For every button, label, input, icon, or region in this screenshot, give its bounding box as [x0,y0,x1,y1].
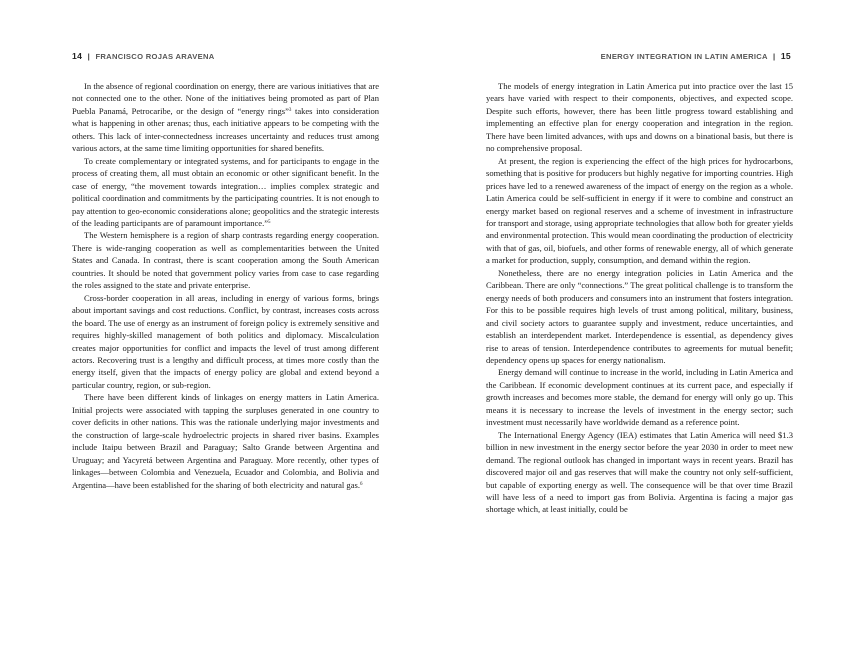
left-page-header [72,51,215,61]
header-separator: | [87,52,91,61]
page-number: 15 [780,51,791,61]
running-head-title: ENERGY INTEGRATION IN LATIN AMERICA [600,52,768,61]
paragraph: Cross-border cooperation in all areas, including in energy of various forms, brings about important savings and cost reductions. Conflict, by contrast, increases costs across the board. The use of energy as an instrument of foreign policy is extremely sensitive and requires highly-skilled management of both politics and diplomacy. Miscalculation creates major opportunities for conflict and impacts the level of trust among different actors. Recovering trust is a lengthy and difficult process, at times more costly than the energy itself, given that the impacts of energy policy are global and extend beyond a particular country, region, or sub-region. [72,292,379,390]
right-page [432,0,864,648]
running-head-author: FRANCISCO ROJAS ARAVENA [95,52,215,61]
paragraph: At present, the region is experiencing the effect of the high prices for hydrocarbons, something that is positive for producers but highly negative for importing countries. High prices have led to a renewed awareness of the impact of energy on the region as a whole. Latin America could be self-sufficient in energy if it were to combine and construct an energy market based on regional reserves and a scheme of investment in infrastructure for transport and storage, using appropriate technologies that allow both for greater yields and environmental protection. This would mean coordinating the production of electricity with that of gas, oil, biofuels, and other forms of renewable energy, all of which generate a market for production, supply, consumption, and demand within the region. [486,155,793,266]
paragraph: Nonetheless, there are no energy integration policies in Latin America and the Caribbean. There are only “connections.” The great political challenge is to transform the energy needs of both producers and consumers into an instrument that fosters integration. For this to be possible requires high levels of trust among political, military, business, and civil society actors to guarantee supply and investment, reduce uncertainties, and establish an interdependent market. Interdependence is essential, as dependency gives rise to areas of tension. Interdependence contributes to agreements for mutual benefit; dependency opens up spaces for energy nationalism. [486,267,793,365]
paragraph: The models of energy integration in Latin America put into practice over the last 15 years have varied with respect to their components, objectives, and expected scope. Despite such efforts, however, there has been little progress toward establishing and implementing an effective plan for energy cooperation and integration in the region. There have been limited advances, with ups and downs on a binational basis, but there is no comprehensive proposal. [486,81,793,154]
footnote-ref: 3 [288,107,292,113]
paragraph: To create complementary or integrated systems, and for participants to engage in the process of creating them, all must obtain an economic or other significant benefit. In the case of energy, “the movement towards integration… implies complex strategic and political coordination and commitments by the participating countries. It is not enough to pay attention to geo-economic considerations alone; geopolitics and the strategic interests of the leading participants are of paramount importance.”$^5$ [72,155,379,228]
paragraph: There have been different kinds of linkages on energy matters in Latin America. Initial projects were associated with tapping the surpluses generated in one country to cover deficits in other nations. This was the rationale underlying major investments and the construction of large-scale hydroelectric projects in shared river basins. Examples include Itaipu between Brazil and Paraguay; Salto Grande between Argentina and Uruguay; and Yacyretá between Argentina and Paraguay. More recently, other types of linkages—between Colombia and Venezuela, Ecuador and Colombia, and Bolivia and Argentina—have been established for the sharing of both electricity and natural gas.$^6$ [72,392,379,490]
right-page-header [601,51,791,61]
footnote-ref: 6 [359,481,363,487]
paragraph: The International Energy Agency (IEA) estimates that Latin America will need $1.3 billion in new investment in the energy sector before the year 2030 in order to meet new demand. The regional outlook has changed in important ways in recent years. Brazil has discovered major oil and gas reserves that will make the country not only self-sufficient, but capable of exporting energy as well. The consequence will be that over time Brazil will have less of a need to import gas from Bolivia. Argentina is facing a major gas shortage which, at least initially, could be [486,429,793,515]
footnote-ref: 5 [268,219,271,225]
page-number: 14 [72,51,83,61]
paragraph: Energy demand will continue to increase in the world, including in Latin America and the Caribbean. If economic development continues at its current pace, and especially if growth increases and becomes more stable, the demand for energy will only go up. This means it is necessary to increase the levels of investment in the energy sector; such investment must necessarily have worldwide demand as a reference point. [486,367,793,428]
paragraph: The Western hemisphere is a region of sharp contrasts regarding energy cooperation. There is wide-ranging cooperation as well as complementarities between the United States and Canada. In contrast, there is scant cooperation among the South American countries. It should be noted that government policy varies from case to case regarding the roles assigned to the state and private enterprise. [72,230,379,291]
paragraph: In the absence of regional coordination on energy, there are various initiatives that are not connected one to the other. None of the initiatives being promoted as part of Plan Puebla Panamá, Petrocaribe, or the design of “energy rings”$^3$ takes into consideration what is happening in other arenas; thus, each initiative appears to be competing with the others. This lack of inter-connectedness increases uncertainty and reduces trust among various actors, at the same time limiting opportunities for shared benefits. [72,81,379,154]
left-page-body [72,80,379,491]
header-separator: | [772,52,776,61]
right-page-body [486,80,793,516]
